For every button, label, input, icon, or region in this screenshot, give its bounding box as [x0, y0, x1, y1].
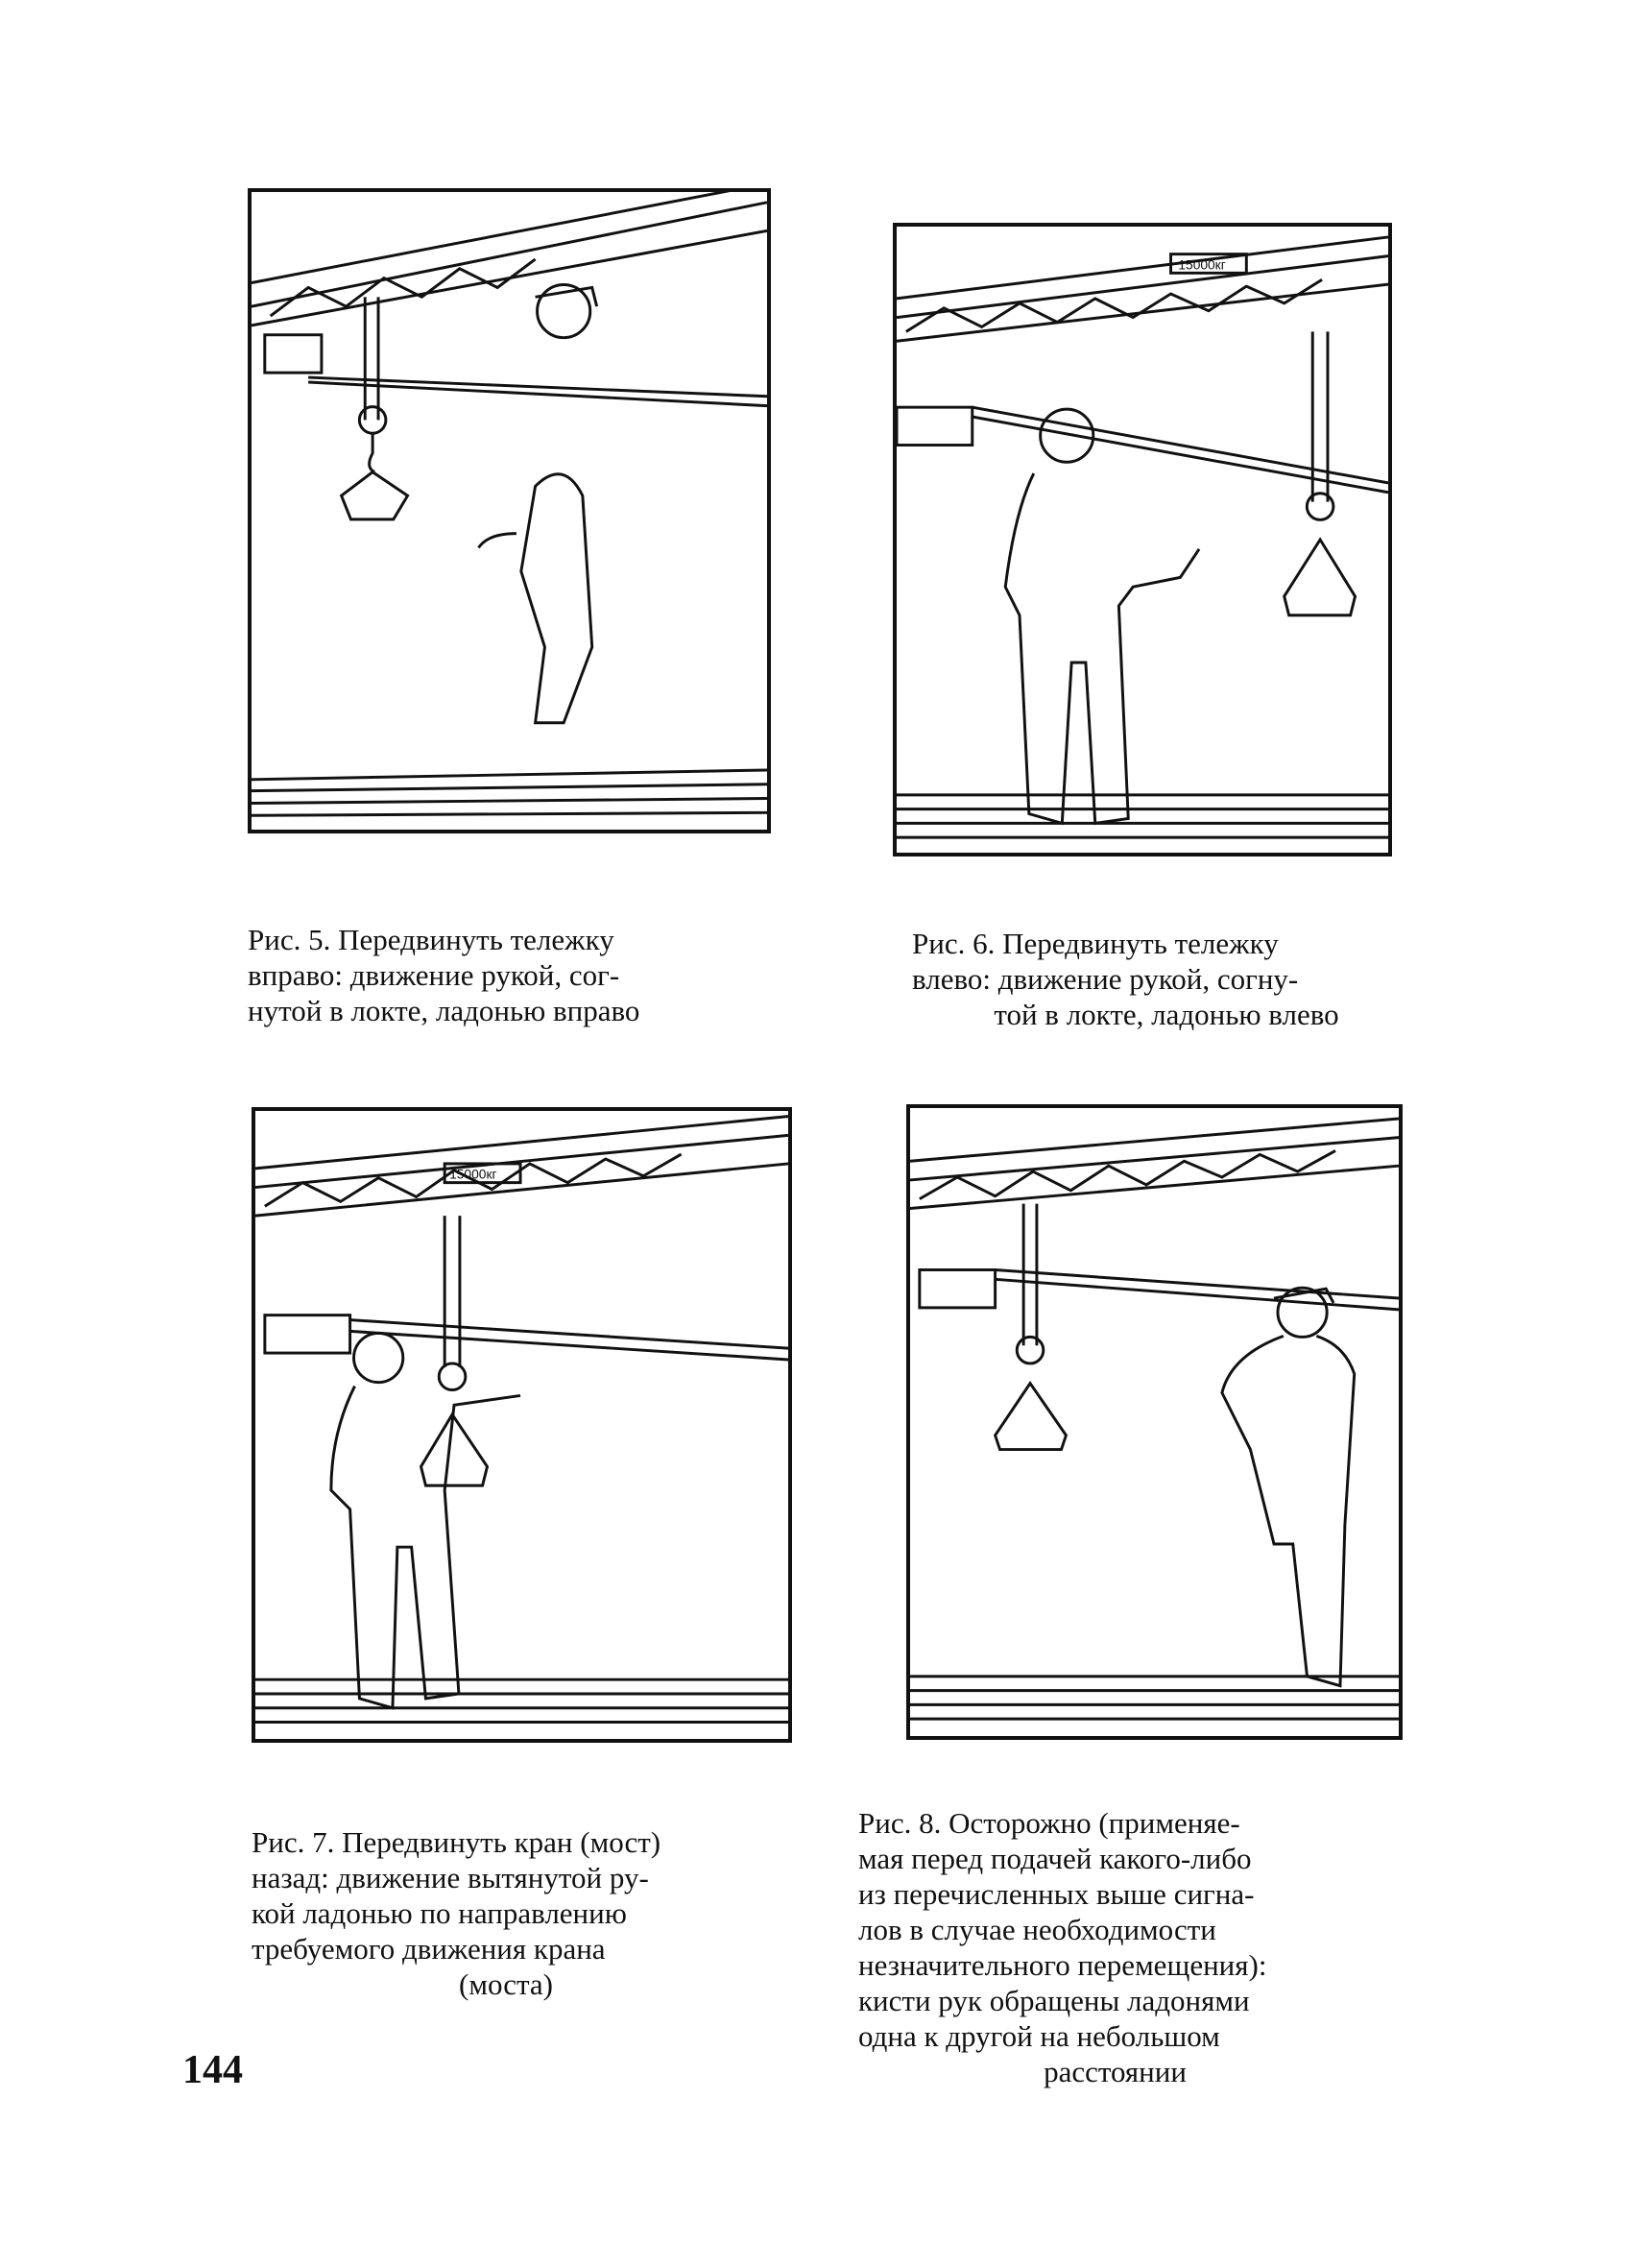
caption-line: Рис. 6. Передвинуть тележку [912, 927, 1279, 960]
figure-5-illustration [248, 188, 771, 833]
caption-line: одна к другой на небольшом [858, 2019, 1220, 2053]
caption-line: назад: движение вытянутой ру- [252, 1861, 649, 1894]
figure-8-caption [858, 1805, 1372, 2089]
caption-line: расстоянии [1044, 2055, 1187, 2088]
caption-line: мая перед подачей какого-либо [858, 1842, 1252, 1875]
figure-7-illustration [252, 1107, 792, 1743]
caption-line: нутой в локте, ладонью вправо [248, 994, 640, 1027]
figure-6-caption [912, 926, 1421, 1032]
fig5-drawing [252, 192, 767, 830]
figure-7-caption [252, 1824, 760, 2002]
caption-line: кой ладонью по направлению [252, 1896, 627, 1930]
caption-line: влево: движение рукой, согну- [912, 962, 1299, 996]
caption-line: (моста) [459, 1967, 553, 2001]
figure-5-caption [248, 922, 766, 1028]
figure-6-illustration [893, 223, 1392, 857]
caption-line: требуемого движения крана [252, 1932, 606, 1966]
fig8-drawing [910, 1108, 1399, 1736]
caption-line: лов в случае необходимости [858, 1913, 1216, 1946]
figure-8-illustration [906, 1104, 1403, 1740]
fig7-drawing [255, 1111, 788, 1739]
fig6-drawing [897, 227, 1388, 853]
caption-line: Рис. 8. Осторожно (применяе- [858, 1806, 1240, 1840]
caption-line: кисти рук обращены ладонями [858, 1984, 1250, 2017]
caption-line: Рис. 5. Передвинуть тележку [248, 923, 614, 956]
fig7-weight-label: 15000кг [449, 1167, 497, 1182]
fig6-weight-label: 15000кг [1178, 257, 1226, 273]
page-number: 144 [182, 2048, 243, 2092]
caption-line: из перечисленных выше сигна- [858, 1877, 1255, 1911]
caption-line: незначительного перемещения): [858, 1948, 1267, 1982]
caption-line: вправо: движение рукой, сог- [248, 958, 620, 992]
caption-line: той в локте, ладонью влево [994, 998, 1339, 1031]
caption-line: Рис. 7. Передвинуть кран (мост) [252, 1825, 661, 1859]
